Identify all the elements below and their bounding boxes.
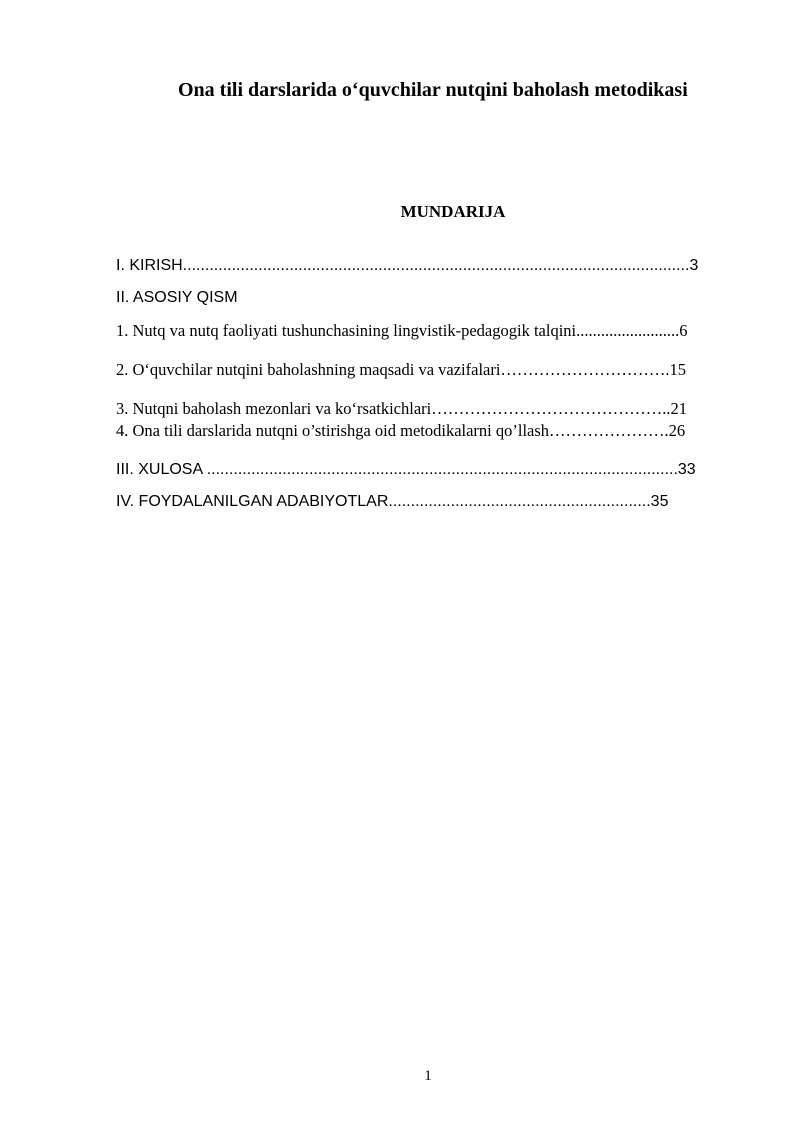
toc-entry-1: 1. Nutq va nutq faoliyati tushunchasining lingvistik-pedagogik talqini.........................6	[116, 321, 688, 340]
toc-entry-adabiyotlar: IV. FOYDALANILGAN ADABIYOTLAR...........................................................35	[116, 493, 669, 510]
toc-entry-3: 3. Nutqni baholash mezonlari va ko‘rsatkichlari……………………………………..21	[116, 399, 687, 418]
toc-entry-2: 2. O‘quvchilar nutqini baholashning maqsadi va vazifalari………………………….15	[116, 360, 687, 379]
toc-entry-4: 4. Ona tili darslarida nutqni o’stirishga oid metodikalarni qo’llash………………….26	[116, 421, 686, 440]
toc-entry-kirish: I. KIRISH..................................................................................................................3	[116, 257, 699, 274]
toc-entry-xulosa: III. XULOSA ..........................................................................................................33	[116, 461, 696, 478]
document-title: Ona tili darslarida o‘quvchilar nutqini baholash metodikasi	[178, 79, 688, 101]
page-number: 1	[424, 1068, 432, 1084]
toc-heading: MUNDARIJA	[400, 202, 506, 221]
toc-entry-asosiy-qism: II. ASOSIY QISM	[116, 289, 238, 306]
